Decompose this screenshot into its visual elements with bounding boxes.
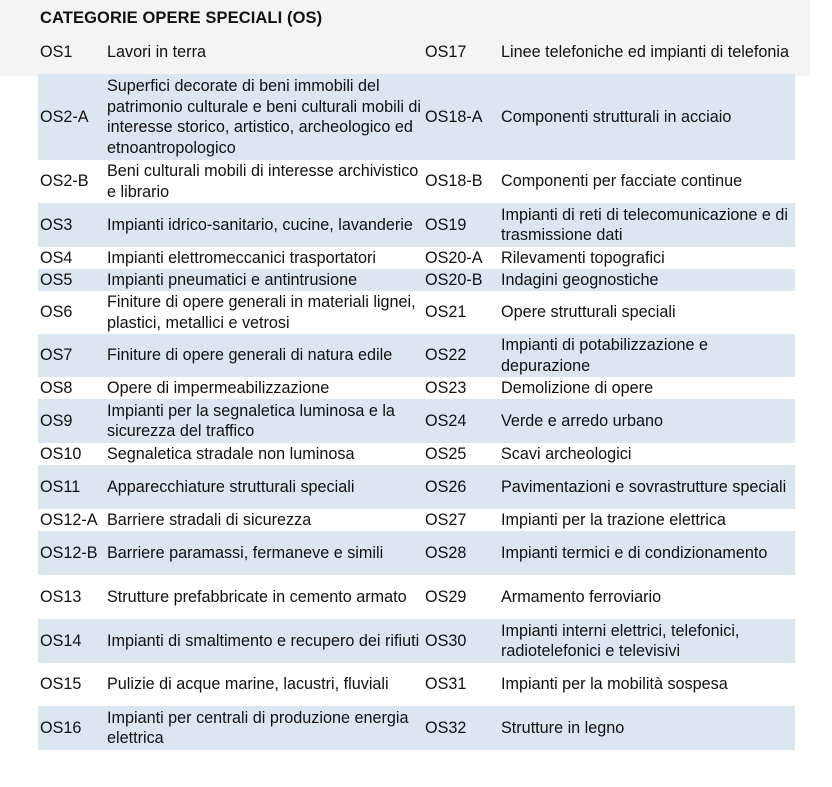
category-code: OS16 bbox=[40, 718, 82, 737]
category-code: OS20-B bbox=[425, 270, 483, 289]
table-row bbox=[38, 203, 795, 247]
category-code: OS26 bbox=[425, 477, 467, 496]
category-code: OS30 bbox=[425, 631, 467, 650]
table-row bbox=[38, 509, 795, 531]
category-code: OS19 bbox=[425, 215, 467, 234]
category-description: Impianti per la segnaletica luminosa e la sicurezza del traffico bbox=[107, 401, 395, 440]
category-description: Scavi archeologici bbox=[501, 444, 632, 463]
category-code: OS5 bbox=[40, 270, 73, 289]
category-description: Impianti di smaltimento e recupero dei rifiuti bbox=[107, 631, 420, 650]
category-code: OS9 bbox=[40, 411, 73, 430]
category-code: OS2-A bbox=[40, 107, 89, 126]
category-description: Impianti di potabilizzazione e depurazione bbox=[501, 336, 708, 375]
category-code: OS6 bbox=[40, 303, 73, 322]
category-description: Lavori in terra bbox=[107, 42, 206, 61]
category-description: Pavimentazioni e sovrastrutture speciali bbox=[501, 477, 787, 496]
category-code: OS29 bbox=[425, 587, 467, 606]
category-description: Impianti idrico-sanitario, cucine, lavanderie bbox=[107, 215, 413, 234]
category-code: OS18-B bbox=[425, 172, 483, 191]
category-description: Beni culturali mobili di interesse archivistico e librario bbox=[107, 162, 419, 201]
category-description: Superfici decorate di beni immobili del patrimonio culturale e beni culturali mobili di interesse storico, artistico, archeologico ed etnoantropologico bbox=[107, 77, 422, 157]
table-row bbox=[38, 377, 795, 399]
category-description: Barriere stradali di sicurezza bbox=[107, 510, 312, 529]
category-code: OS21 bbox=[425, 303, 467, 322]
category-description: Impianti di reti di telecomunicazione e di trasmissione dati bbox=[501, 205, 789, 244]
table-row bbox=[38, 74, 795, 160]
category-description: Indagini geognostiche bbox=[501, 270, 659, 289]
category-description: Rilevamenti topografici bbox=[501, 248, 665, 267]
category-code: OS14 bbox=[40, 631, 82, 650]
table-row bbox=[38, 465, 795, 509]
category-description: Impianti per la trazione elettrica bbox=[501, 510, 726, 529]
table-row bbox=[38, 160, 795, 203]
category-code: OS10 bbox=[40, 444, 82, 463]
category-description: Strutture prefabbricate in cemento armato bbox=[107, 587, 407, 606]
category-description: Strutture in legno bbox=[501, 718, 625, 737]
category-description: Pulizie di acque marine, lacustri, fluviali bbox=[107, 675, 389, 694]
category-code: OS31 bbox=[425, 675, 467, 694]
category-code: OS23 bbox=[425, 378, 467, 397]
category-code: OS18-A bbox=[425, 107, 483, 126]
table-row bbox=[38, 399, 795, 443]
table-row bbox=[38, 575, 795, 619]
category-description: Componenti per facciate continue bbox=[501, 172, 743, 191]
category-code: OS32 bbox=[425, 718, 467, 737]
category-description: Demolizione di opere bbox=[501, 378, 654, 397]
category-code: OS3 bbox=[40, 215, 73, 234]
category-description: Impianti per centrali di produzione energia elettrica bbox=[107, 708, 409, 747]
category-code: OS2-B bbox=[40, 172, 89, 191]
category-code: OS1 bbox=[40, 42, 73, 61]
category-code: OS4 bbox=[40, 248, 73, 267]
table-row bbox=[38, 663, 795, 706]
category-code: OS28 bbox=[425, 543, 467, 562]
category-description: Componenti strutturali in acciaio bbox=[501, 107, 732, 126]
category-description: Impianti elettromeccanici trasportatori bbox=[107, 248, 376, 267]
category-description: Impianti interni elettrici, telefonici, radiotelefonici e televisivi bbox=[501, 621, 740, 660]
category-description: Armamento ferroviario bbox=[501, 587, 662, 606]
table-row bbox=[38, 531, 795, 575]
category-code: OS20-A bbox=[425, 248, 483, 267]
category-description: Verde e arredo urbano bbox=[501, 411, 663, 430]
category-code: OS15 bbox=[40, 675, 82, 694]
category-code: OS11 bbox=[40, 477, 81, 496]
category-code: OS7 bbox=[40, 346, 73, 365]
category-description: Impianti pneumatici e antintrusione bbox=[107, 270, 358, 289]
table-row bbox=[38, 619, 795, 663]
category-code: OS27 bbox=[425, 510, 467, 529]
category-code: OS13 bbox=[40, 587, 82, 606]
category-description: Apparecchiature strutturali speciali bbox=[107, 477, 355, 496]
categories-table bbox=[38, 30, 795, 750]
category-code: OS8 bbox=[40, 378, 73, 397]
category-description: Finiture di opere generali di natura edile bbox=[107, 346, 393, 365]
category-description: Opere di impermeabilizzazione bbox=[107, 378, 330, 397]
table-row bbox=[38, 291, 795, 334]
category-code: OS22 bbox=[425, 346, 467, 365]
category-description: Opere strutturali speciali bbox=[501, 303, 676, 322]
table-row bbox=[38, 269, 795, 291]
category-description: Segnaletica stradale non luminosa bbox=[107, 444, 355, 463]
category-code: OS12-A bbox=[40, 510, 98, 529]
category-code: OS12-B bbox=[40, 543, 98, 562]
table-row bbox=[38, 30, 795, 74]
table-row bbox=[38, 706, 795, 750]
table-row bbox=[38, 443, 795, 465]
category-code: OS17 bbox=[425, 42, 467, 61]
page-title: CATEGORIE OPERE SPECIALI (OS) bbox=[40, 9, 323, 27]
category-description: Finiture di opere generali in materiali lignei, plastici, metallici e vetrosi bbox=[107, 293, 416, 332]
table-row bbox=[38, 247, 795, 269]
category-description: Linee telefoniche ed impianti di telefonia bbox=[501, 42, 789, 61]
category-code: OS24 bbox=[425, 411, 467, 430]
category-code: OS25 bbox=[425, 444, 467, 463]
table-row bbox=[38, 334, 795, 377]
category-description: Impianti termici e di condizionamento bbox=[501, 543, 768, 562]
category-description: Barriere paramassi, fermaneve e simili bbox=[107, 543, 384, 562]
category-description: Impianti per la mobilità sospesa bbox=[501, 675, 728, 694]
